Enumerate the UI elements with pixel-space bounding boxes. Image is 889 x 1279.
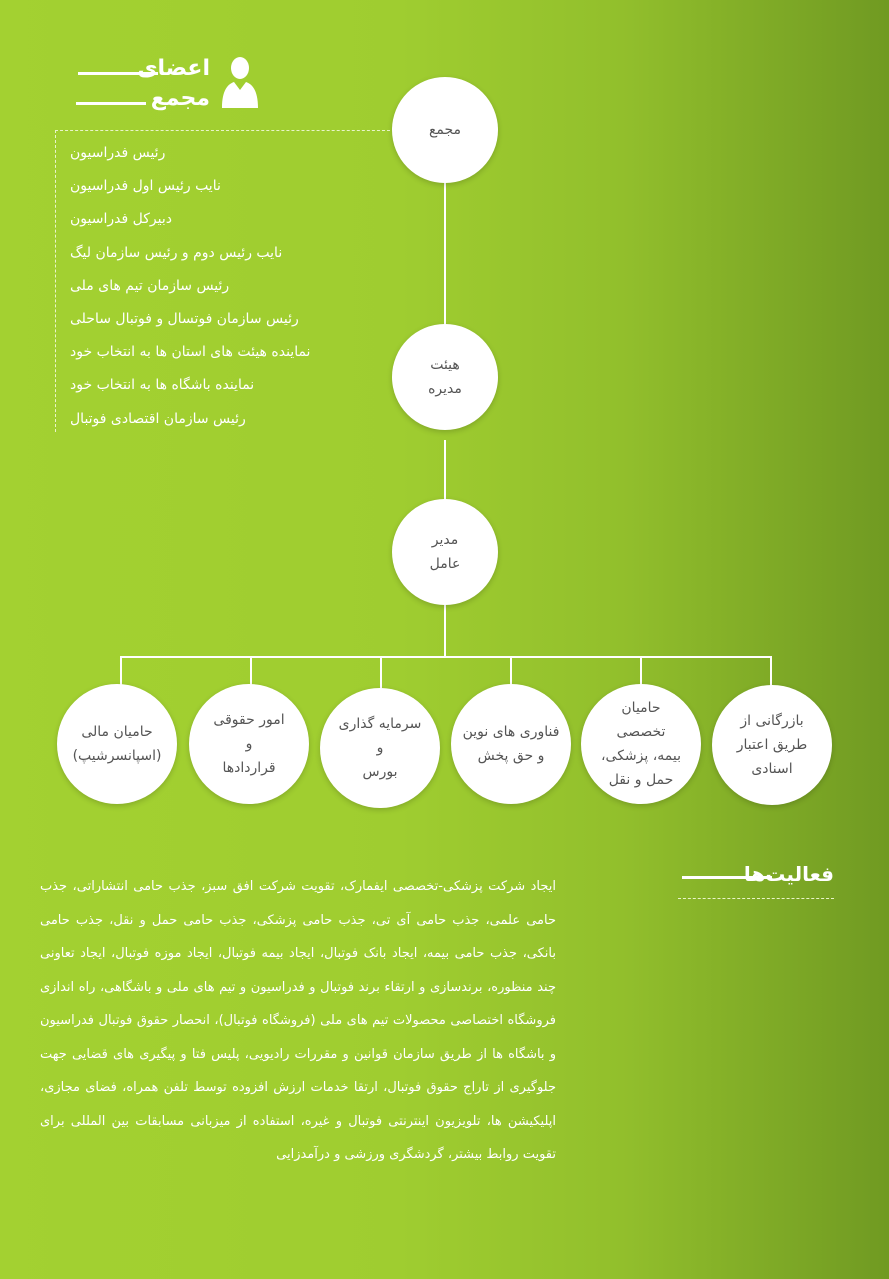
- node-dept-new-tech-broadcast: فناوری های نوین و حق پخش: [451, 684, 571, 804]
- node-ceo: مدیر عامل: [392, 499, 498, 605]
- members-title-line2: مجمع: [150, 86, 210, 111]
- node-dept-investment-bourse: سرمایه گذاری و بورس: [320, 688, 440, 808]
- member-item: نایب رئیس اول فدراسیون: [70, 178, 221, 195]
- members-header: [56, 52, 266, 116]
- activities-body: ایجاد شرکت پزشکی-تخصصی ایفمارک، تقویت شرکت افق سبز، جذب حامی انتشاراتی، جذب حامی علمی، جذب حامی آی تی، جذب حامی پزشکی، جذب حامی حمل و نقل، جذب حامی بانکی، جذب حامی بیمه، ایجاد بانک فوتبال، ایجاد بیمه فوتبال، ایجاد موزه فوتبال، ایجاد تعاونی چند منظوره، برندسازی و ارتقاء برند فوتبال و فدراسیون و تیم های ملی و باشگاهی، راه اندازی فروشگاه اختصاصی محصولات تیم های ملی (فروشگاه فوتبال)، انحصار حقوق فوتبال فدراسیون و باشگاه ها از طریق سازمان قوانین و مقررات رادیویی، پلیس فتا و پیگیری های قضایی جهت جلوگیری از تاراج حقوق فوتبال، ارتقا خدمات ارزش افزوده توسط تلفن همراه، فضای مجازی، اپلیکیشن ها، تلویزیون اینترنتی فوتبال و غیره، استفاده از میزبانی مسابقات بین المللی برای تقویت روابط بیشتر، گردشگری ورزشی و درآمدزایی: [40, 879, 556, 1162]
- member-item: دبیرکل فدراسیون: [70, 211, 172, 228]
- connector-ceo-bus: [444, 600, 446, 658]
- connector-dept: [380, 656, 382, 688]
- node-dept-financial-sponsors: حامیان مالی (اسپانسرشیپ): [57, 684, 177, 804]
- activities-header: [678, 862, 834, 892]
- member-item: رئیس سازمان فوتسال و فوتبال ساحلی: [70, 310, 299, 327]
- member-item: رئیس سازمان اقتصادی فوتبال: [70, 410, 246, 427]
- member-item: نماینده هیئت های استان ها به انتخاب خود: [70, 344, 311, 361]
- member-item: نایب رئیس دوم و رئیس سازمان لیگ: [70, 244, 283, 261]
- department-bus: [120, 656, 772, 658]
- title-rule: [76, 102, 146, 105]
- node-dept-legal-contracts: امور حقوقی و قراردادها: [189, 684, 309, 804]
- user-icon: [220, 54, 260, 110]
- member-item: رئیس فدراسیون: [70, 145, 166, 161]
- member-item: رئیس سازمان تیم های ملی: [70, 277, 230, 294]
- node-dept-lc-commerce: بازرگانی از طریق اعتبار اسنادی: [712, 685, 832, 805]
- connector-assembly-board: [444, 180, 446, 340]
- members-box-left-border: [55, 130, 56, 432]
- node-dept-specialized-sponsors: حامیان تخصصی بیمه، پزشکی، حمل و نقل: [581, 684, 701, 804]
- node-board: هیئت مدیره: [392, 324, 498, 430]
- activities-divider: [678, 898, 834, 899]
- connector-dept: [770, 656, 772, 688]
- members-title-line1: اعضای: [137, 56, 210, 81]
- node-assembly: مجمع: [392, 77, 498, 183]
- member-item: نماینده باشگاه ها به انتخاب خود: [70, 377, 255, 394]
- members-list: [70, 140, 370, 439]
- members-box-top-border: [55, 130, 390, 131]
- activities-title: فعالیت‌ها: [743, 862, 834, 886]
